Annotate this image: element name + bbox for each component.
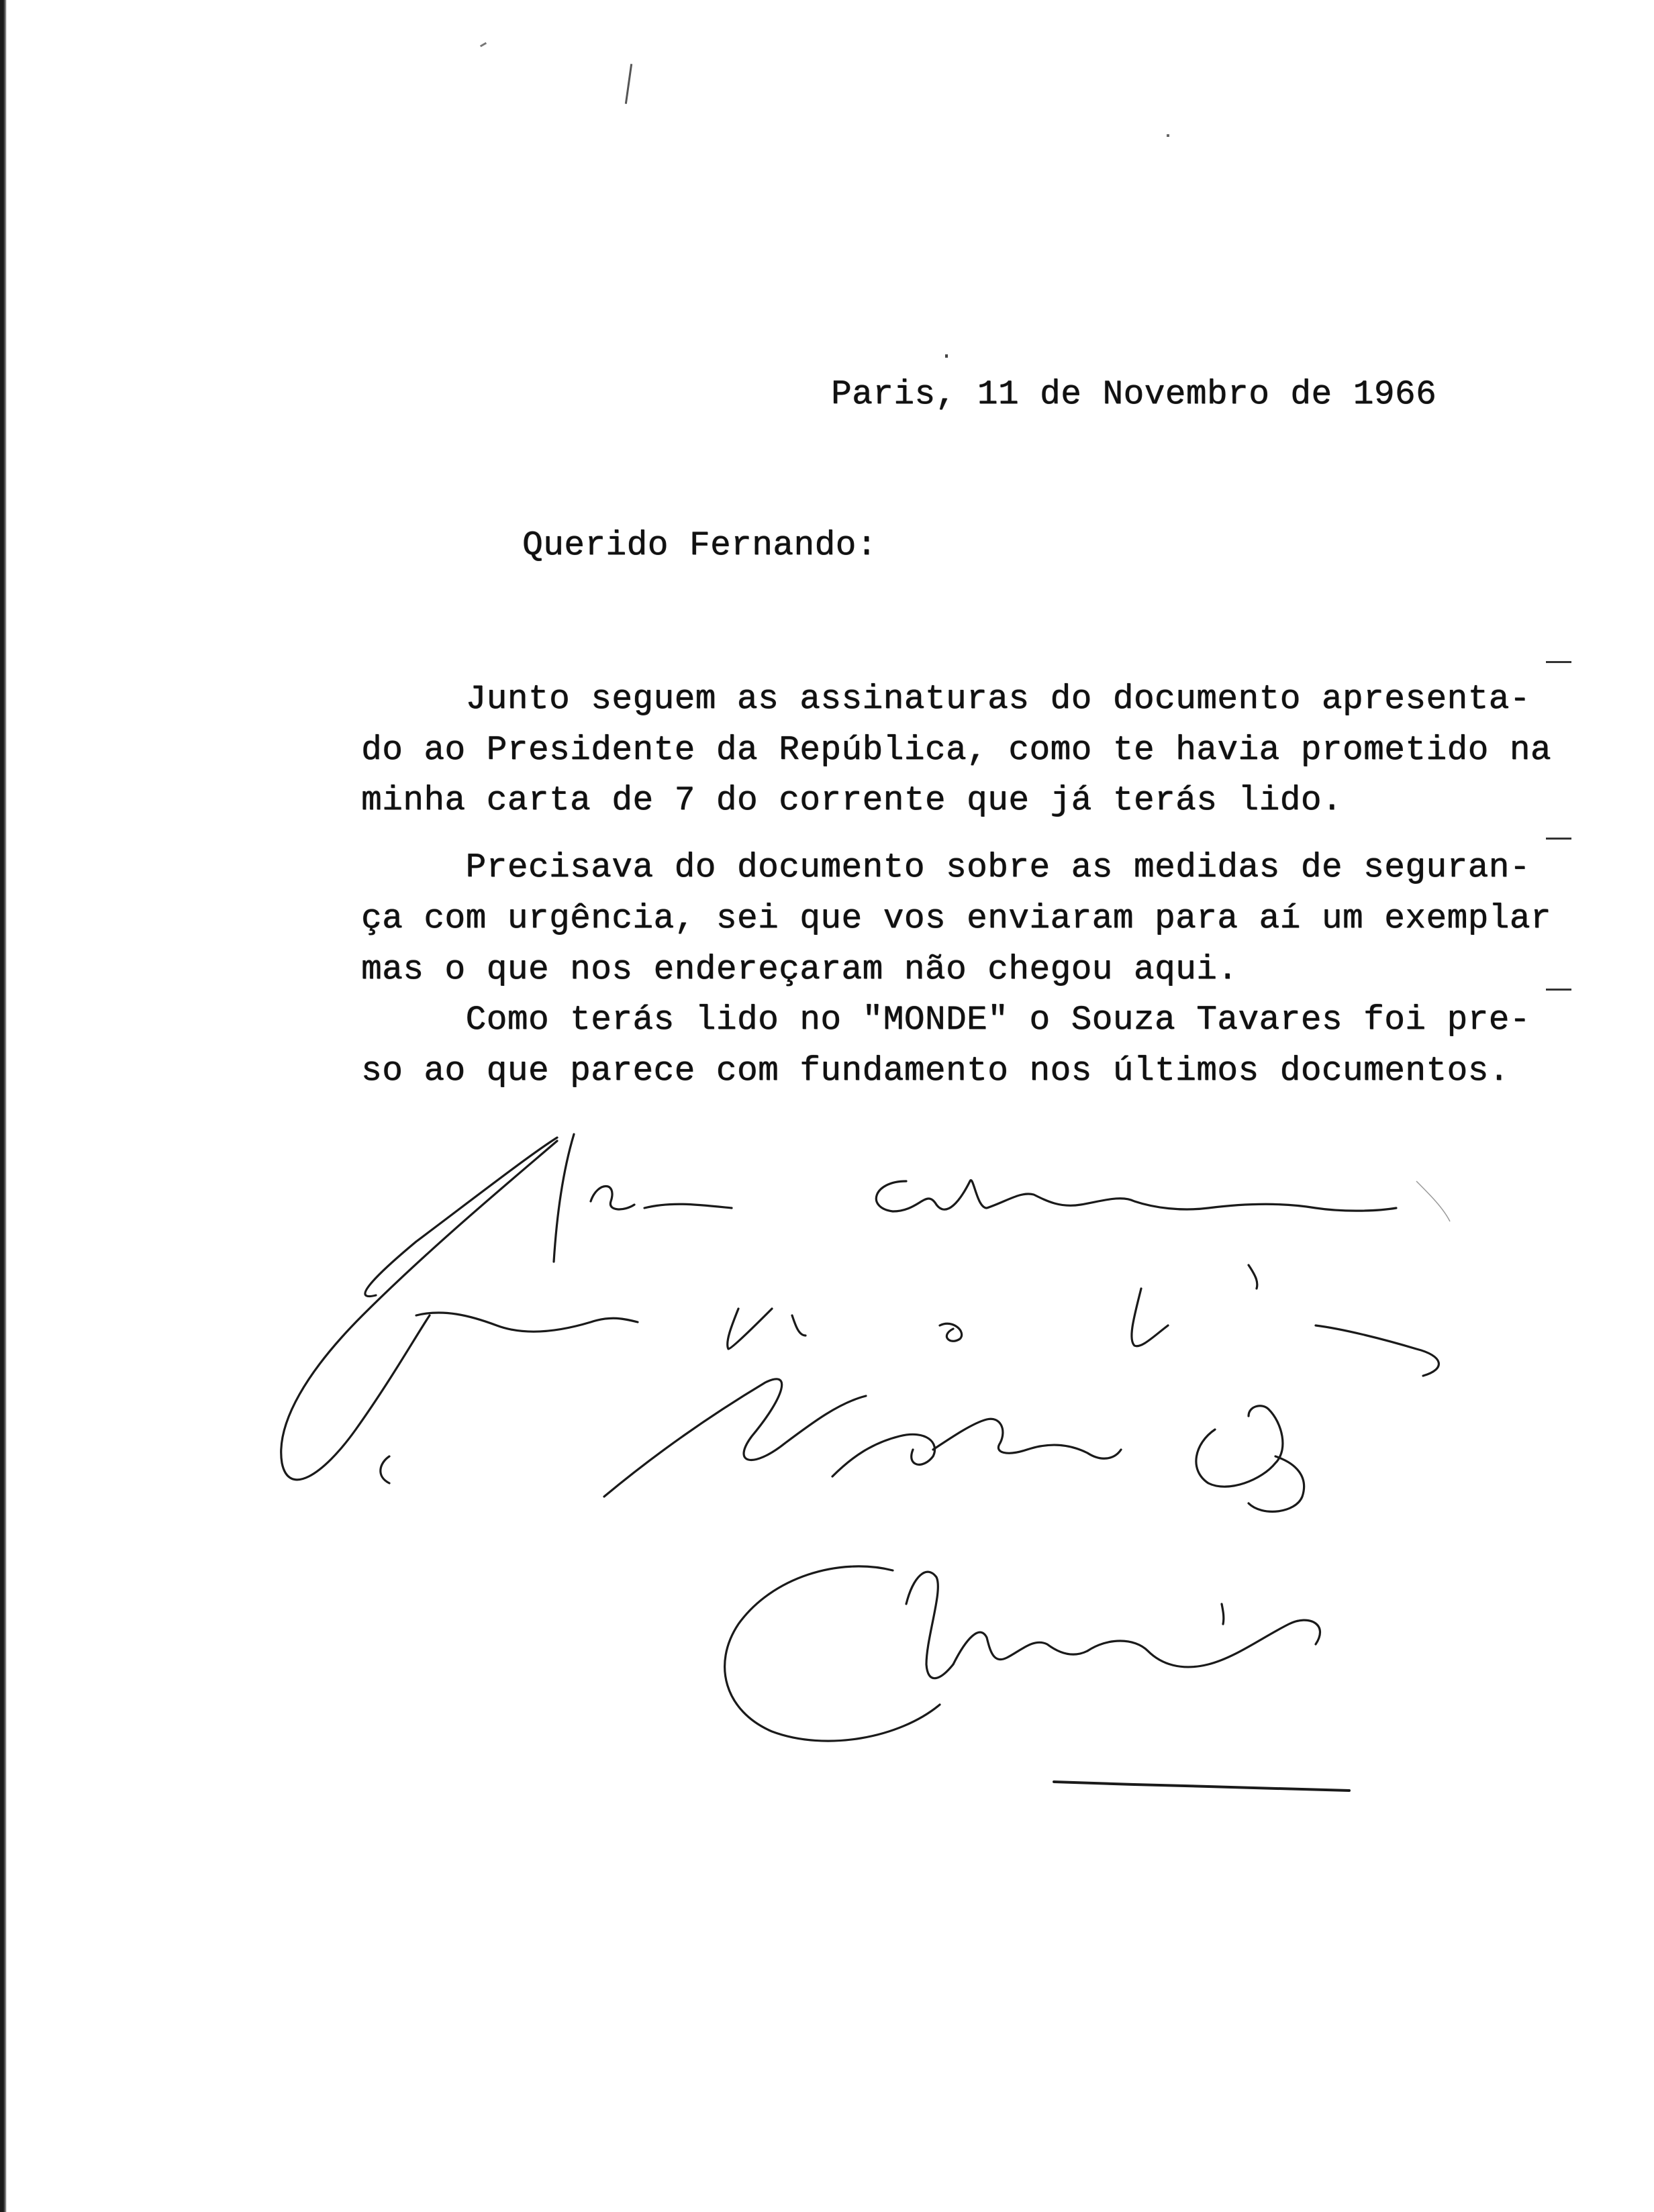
date-line: Paris, 11 de Novembro de 1966: [831, 376, 1437, 414]
body-line: Precisava do documento sobre as medidas de seguran-: [361, 849, 1530, 887]
body-line: minha carta de 7 do corrente que já terás lido.: [361, 782, 1343, 820]
body-line: so ao que parece com fundamento nos últimos documentos.: [361, 1052, 1510, 1091]
body-line: do ao Presidente da República, como te havia prometido na: [361, 732, 1551, 770]
salutation: Querido Fernando:: [522, 527, 877, 565]
body-line: Como terás lido no "MONDE" o Souza Tavares foi pre-: [361, 1001, 1530, 1040]
body-line: ça com urgência, sei que vos enviaram para aí um exemplar: [361, 900, 1551, 938]
body-line: Junto seguem as assinaturas do documento apresenta-: [361, 681, 1530, 719]
body-line: mas o que nos endereçaram não chegou aqui.: [361, 951, 1238, 989]
